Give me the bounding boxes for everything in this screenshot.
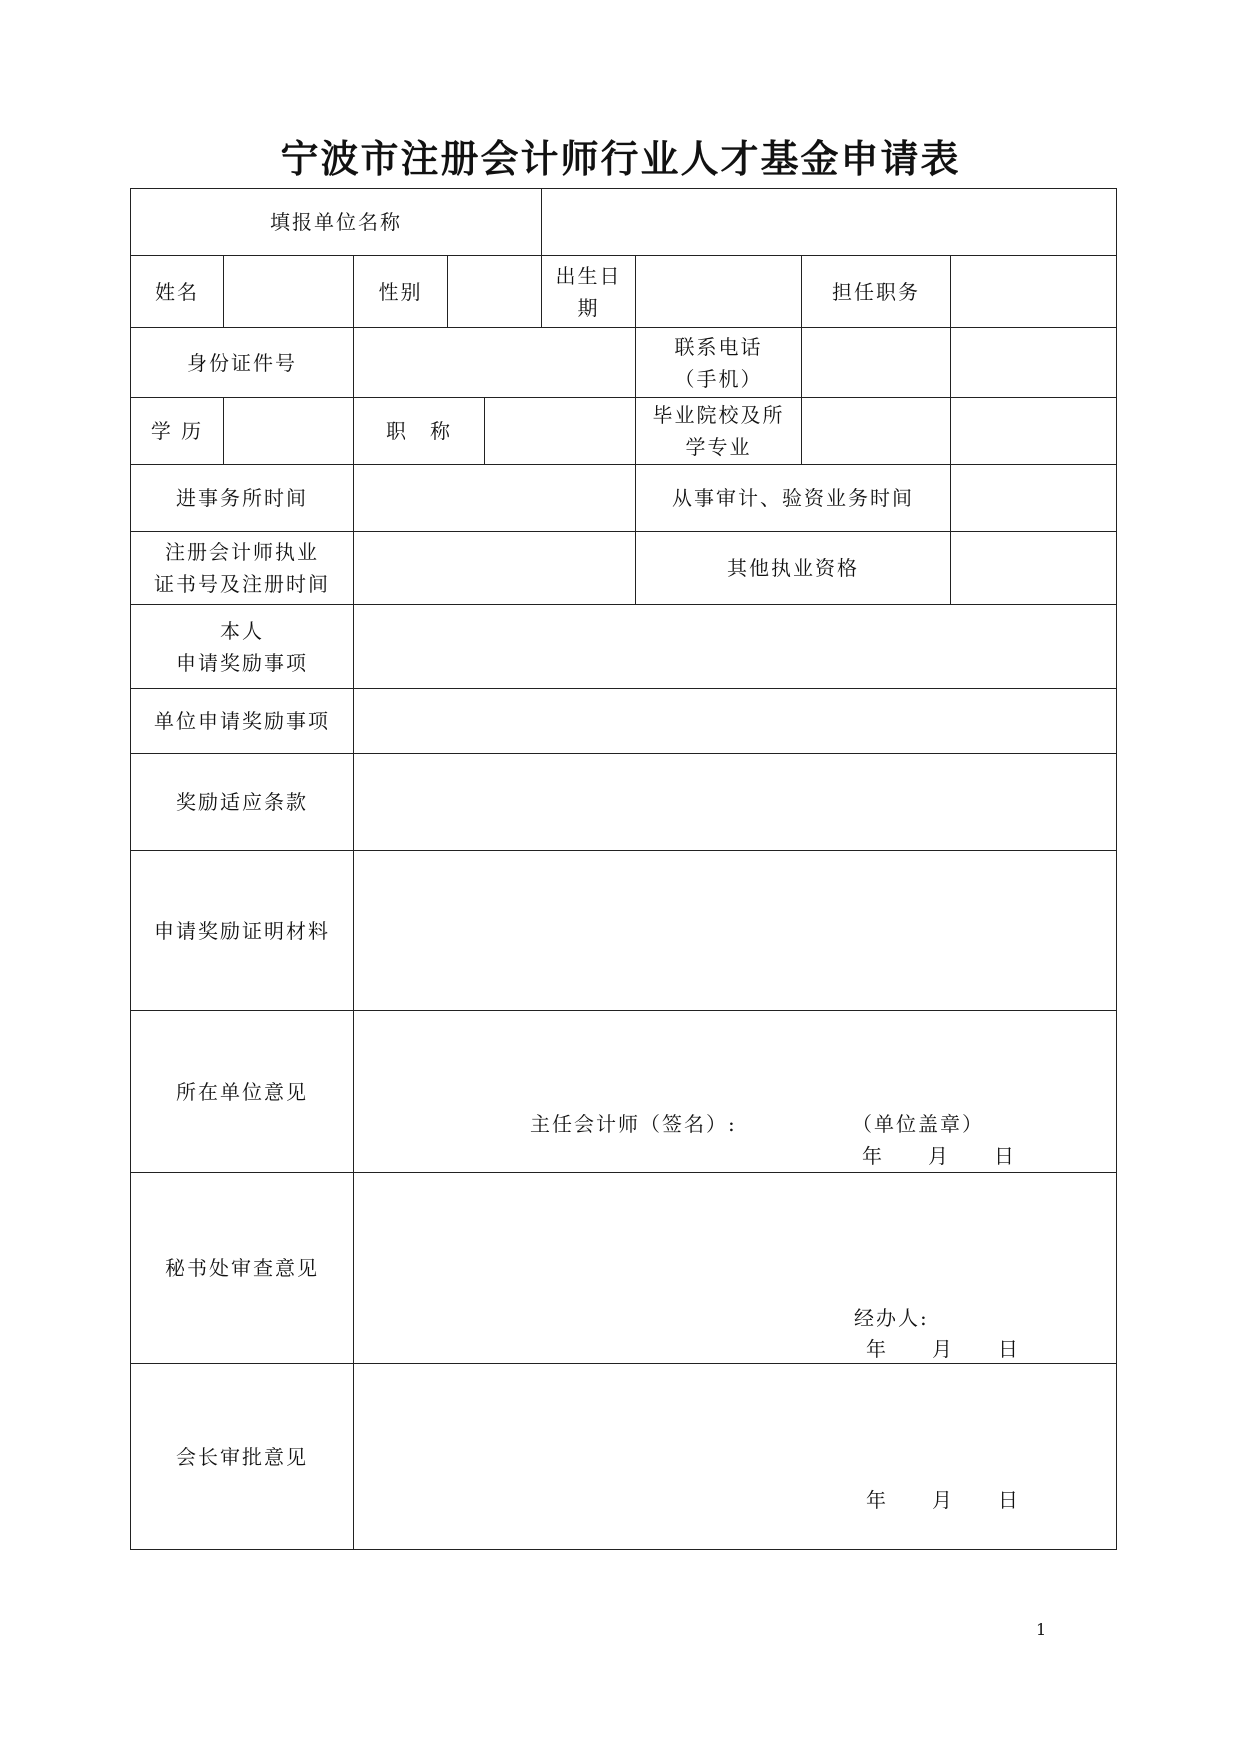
label-name: 姓名: [130, 255, 224, 328]
page-number: 1: [1036, 1620, 1047, 1639]
president-date: 年 月 日: [866, 1488, 1020, 1512]
field-phone-extra[interactable]: [950, 327, 1117, 398]
unit-opinion-date: 年 月 日: [862, 1144, 1016, 1168]
label-president-opinion: 会长审批意见: [130, 1363, 354, 1550]
field-self-award[interactable]: [353, 604, 1117, 689]
field-birth-date[interactable]: [635, 255, 802, 328]
field-unit-name[interactable]: [541, 188, 1117, 256]
label-education: 学 历: [130, 397, 224, 465]
page-title: 宁波市注册会计师行业人才基金申请表: [280, 137, 961, 181]
field-audit-time[interactable]: [950, 464, 1117, 532]
label-unit-opinion: 所在单位意见: [130, 1010, 354, 1173]
unit-seal-label: （单位盖章）: [852, 1112, 984, 1136]
label-join-time: 进事务所时间: [130, 464, 354, 532]
label-phone: 联系电话 （手机）: [635, 327, 802, 398]
field-school-major-extra[interactable]: [950, 397, 1117, 465]
label-award-clause: 奖励适应条款: [130, 753, 354, 851]
label-position: 担任职务: [801, 255, 951, 328]
handler-label: 经办人:: [854, 1306, 929, 1330]
field-president-opinion[interactable]: [353, 1363, 1117, 1550]
label-cpa-cert: 注册会计师执业 证书号及注册时间: [130, 531, 354, 605]
label-self-award: 本人 申请奖励事项: [130, 604, 354, 689]
field-award-clause[interactable]: [353, 753, 1117, 851]
label-birth-date: 出生日 期: [541, 255, 636, 328]
field-phone[interactable]: [801, 327, 951, 398]
secretariat-date: 年 月 日: [866, 1337, 1020, 1361]
field-other-qual[interactable]: [950, 531, 1117, 605]
label-other-qual: 其他执业资格: [635, 531, 951, 605]
chief-signature-label: 主任会计师（签名）:: [530, 1112, 737, 1136]
field-award-proof[interactable]: [353, 850, 1117, 1011]
label-title-rank: 职 称: [353, 397, 485, 465]
label-gender: 性别: [353, 255, 448, 328]
field-school-major[interactable]: [801, 397, 951, 465]
field-name[interactable]: [223, 255, 354, 328]
label-school-major: 毕业院校及所 学专业: [635, 397, 802, 465]
field-position[interactable]: [950, 255, 1117, 328]
label-secretariat-opinion: 秘书处审查意见: [130, 1172, 354, 1364]
label-unit-name: 填报单位名称: [130, 188, 542, 256]
field-title-rank[interactable]: [484, 397, 636, 465]
field-join-time[interactable]: [353, 464, 636, 532]
field-id-number[interactable]: [353, 327, 636, 398]
label-unit-award: 单位申请奖励事项: [130, 688, 354, 754]
label-audit-time: 从事审计、验资业务时间: [635, 464, 951, 532]
field-education[interactable]: [223, 397, 354, 465]
field-gender[interactable]: [447, 255, 542, 328]
field-cpa-cert[interactable]: [353, 531, 636, 605]
label-award-proof: 申请奖励证明材料: [130, 850, 354, 1011]
label-id-number: 身份证件号: [130, 327, 354, 398]
field-unit-award[interactable]: [353, 688, 1117, 754]
